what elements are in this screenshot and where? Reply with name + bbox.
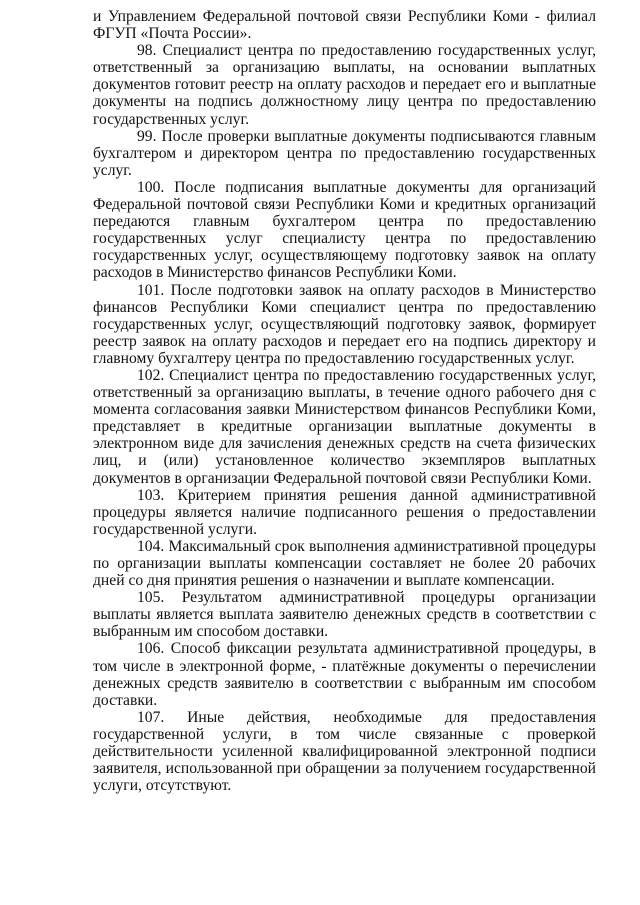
paragraph-text: Иные действия, необходимые для предоставления государственной услуги, в том числе связанные с проверкой действительности усиленной квалифицированной электронной подписи заявителя, использованной при обращении за получением государственной услуги, отсутствуют. xyxy=(93,708,596,795)
paragraph-number: 106. xyxy=(137,640,165,658)
paragraph-text: Максимальный срок выполнения административной процедуры по организации выплаты компенсации составляет не более 20 рабочих дней со дня принятия решения о назначении и выплате компенсации. xyxy=(93,537,596,590)
paragraph-99 xyxy=(93,128,596,179)
paragraph-number: 100. xyxy=(137,178,165,196)
paragraph-text: Специалист центра по предоставлению государственных услуг, ответственный за организацию выплаты, на основании выплатных документов готовит реестр на оплату расходов и передает его и выплатные документы на подпись должностному лицу центра по предоставлению государственных услуг. xyxy=(93,42,596,128)
paragraph-number: 98. xyxy=(137,42,157,60)
paragraph-text: Критерием принятия решения данной административной процедуры является наличие подписанного решения о предоставлении государственной услуги. xyxy=(93,486,596,538)
paragraph-104 xyxy=(93,538,596,589)
paragraph-continuation xyxy=(93,8,596,42)
paragraph-text: и Управлением Федеральной почтовой связи Республики Коми - филиал ФГУП «Почта России». xyxy=(93,8,596,43)
paragraph-106 xyxy=(93,640,596,708)
paragraph-number: 99. xyxy=(137,127,157,145)
paragraph-text: После проверки выплатные документы подписываются главным бухгалтером и директором центра по предоставлению государственных услуг. xyxy=(93,127,596,179)
paragraph-number: 105. xyxy=(137,589,165,607)
paragraph-text: Способ фиксации результата административной процедуры, в том числе в электронной форме, - платёжные документы о перечислении денежных средств заявителю в соответствии с выбранным им способом доставки. xyxy=(93,640,596,709)
paragraph-100 xyxy=(93,179,596,282)
paragraph-107 xyxy=(93,709,596,794)
paragraph-text: После подписания выплатные документы для организаций Федеральной почтовой связи Республики Коми и кредитных организаций передаются главным бухгалтером центра по предоставлению государственных услуг специалисту центра по предоставлению государственных услуг, осуществляющему подготовку заявок на оплату расходов в Министерство финансов Республики Коми. xyxy=(93,178,596,282)
paragraph-text: После подготовки заявок на оплату расходов в Министерство финансов Республики Коми специалист центра по предоставлению государственных услуг, осуществляющий подготовку заявок, формирует реестр заявок на оплату расходов и передает его на подпись директору и главному бухгалтеру центра по предоставлению государственных услуг. xyxy=(93,281,596,367)
document-body xyxy=(93,8,596,794)
paragraph-text: Специалист центра по предоставлению государственных услуг, ответственный за организацию выплаты, в течение одного рабочего дня с момента согласования заявки Министерством финансов Республики Коми, представляет в кредитные организации выплатные документы в электронном виде для зачисления денежных средств на счета физических лиц, и (или) установленное количество экземпляров выплатных документов в организации Федеральной почтовой связи Республики Коми. xyxy=(93,366,596,487)
paragraph-102 xyxy=(93,367,596,487)
paragraph-number: 102. xyxy=(137,366,165,384)
paragraph-number: 101. xyxy=(137,281,165,299)
paragraph-103 xyxy=(93,487,596,538)
paragraph-number: 103. xyxy=(137,486,165,504)
paragraph-number: 104. xyxy=(137,537,165,555)
paragraph-number: 107. xyxy=(137,708,165,726)
paragraph-105 xyxy=(93,589,596,640)
paragraph-98 xyxy=(93,42,596,127)
paragraph-101 xyxy=(93,282,596,367)
paragraph-text: Результатом административной процедуры организации выплаты является выплата заявителю денежных средств в соответствии с выбранным им способом доставки. xyxy=(93,589,597,641)
